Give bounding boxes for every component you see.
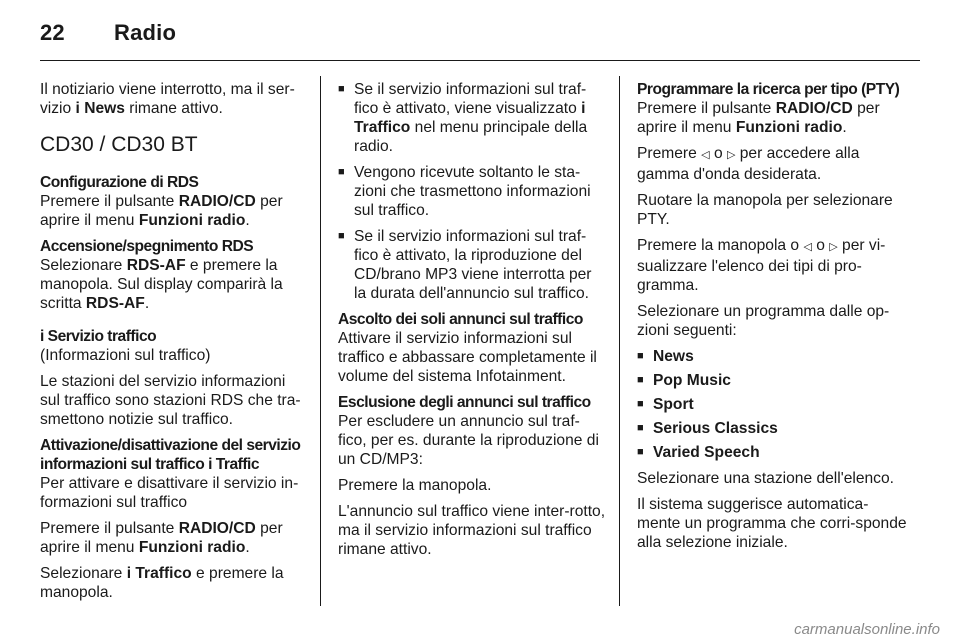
bullet-item: ■ Se il servizio informazioni sul traf-fico è attivato, viene visualizzato i Traffico nel menu principale della radio.	[338, 80, 606, 156]
chapter-title: Radio	[114, 20, 177, 45]
page-number: 22	[40, 20, 65, 45]
pty-arrows: Premere ◁ o ▷ per accedere alla gamma d'onda desiderata.	[637, 145, 860, 183]
pty-auto: Il sistema suggerisce automatica-mente un programma che corri-sponde alla selezione iniziale.	[637, 496, 907, 551]
pty-select: Selezionare un programma dalle op-zioni seguenti:	[637, 303, 890, 339]
right-arrow-icon: ▷	[829, 241, 838, 253]
traffic-subtitle: (Informazioni sul traffico)	[40, 347, 211, 364]
intro-paragraph: Il notiziario viene interrotto, ma il ser-vizio i News rimane attivo.	[40, 81, 295, 117]
traffic-bullets	[338, 80, 606, 303]
option-item: ■ Sport	[637, 395, 907, 414]
activation-text: Per attivare e disattivare il servizio in-formazioni sul traffico	[40, 475, 299, 511]
column-left	[40, 80, 306, 609]
watermark: carmanualsonline.info	[794, 621, 940, 638]
pty-heading: Programmare la ricerca per tipo (PTY)	[637, 81, 900, 98]
exclusion-heading: Esclusione degli annunci sul traffico	[338, 394, 591, 411]
bullet-item: ■ Se il servizio informazioni sul traf-fico è attivato, la riproduzione del CD/brano MP3 viene interrotta per la durata dell'annuncio sul traffico.	[338, 227, 606, 303]
rds-onoff-text: Selezionare RDS-AF e premere la manopola. Sul display comparirà la scritta RDS-AF.	[40, 257, 283, 312]
pty-rotate: Ruotare la manopola per selezionare PTY.	[637, 192, 893, 228]
exclusion-press: Premere la manopola.	[338, 477, 492, 494]
column-middle	[338, 80, 606, 566]
listen-text: Attivare il servizio informazioni sul traffico e abbassare completamente il volume del sistema Infotainment.	[338, 330, 597, 385]
traffic-heading: i Servizio traffico	[40, 328, 157, 345]
exclusion-result: L'annuncio sul traffico viene inter-rotto, ma il servizio informazioni sul traffico rimane attivo.	[338, 503, 606, 558]
column-divider	[619, 76, 620, 606]
activation-heading: Attivazione/disattivazione del servizio informazioni sul traffico i Traffic	[40, 437, 301, 473]
traffic-description: Le stazioni del servizio informazioni sul traffico sono stazioni RDS che tra-smettono notizie sul traffico.	[40, 373, 301, 428]
rds-heading: Configurazione di RDS	[40, 174, 199, 191]
rds-onoff-heading: Accensione/spegnimento RDS	[40, 238, 254, 255]
pty-view: Premere la manopola o ◁ o ▷ per vi-sualizzare l'elenco dei tipi di pro-gramma.	[637, 237, 886, 294]
listen-heading: Ascolto dei soli annunci sul traffico	[338, 311, 583, 328]
left-arrow-icon: ◁	[803, 241, 812, 253]
activation-press: Premere il pulsante RADIO/CD per aprire il menu Funzioni radio.	[40, 520, 283, 556]
exclusion-text: Per escludere un annuncio sul traf-fico, per es. durante la riproduzione di un CD/MP3:	[338, 413, 599, 468]
left-arrow-icon: ◁	[701, 149, 710, 161]
option-item: ■ News	[637, 347, 907, 366]
bullet-item: ■ Vengono ricevute soltanto le sta-zioni che trasmettono informazioni sul traffico.	[338, 163, 606, 220]
column-divider	[320, 76, 321, 606]
pty-press: Premere il pulsante RADIO/CD per aprire il menu Funzioni radio.	[637, 100, 880, 136]
option-item: ■ Varied Speech	[637, 443, 907, 462]
option-item: ■ Serious Classics	[637, 419, 907, 438]
option-item: ■ Pop Music	[637, 371, 907, 390]
program-options	[637, 347, 907, 462]
activation-select: Selezionare i Traffico e premere la manopola.	[40, 565, 284, 601]
rds-instruction: Premere il pulsante RADIO/CD per aprire il menu Funzioni radio.	[40, 193, 283, 229]
right-arrow-icon: ▷	[726, 149, 736, 161]
pty-station: Selezionare una stazione dell'elenco.	[637, 470, 894, 487]
page-header	[40, 20, 176, 46]
section-title: CD30 / CD30 BT	[40, 133, 198, 156]
column-right	[637, 80, 907, 559]
header-rule	[40, 60, 920, 61]
